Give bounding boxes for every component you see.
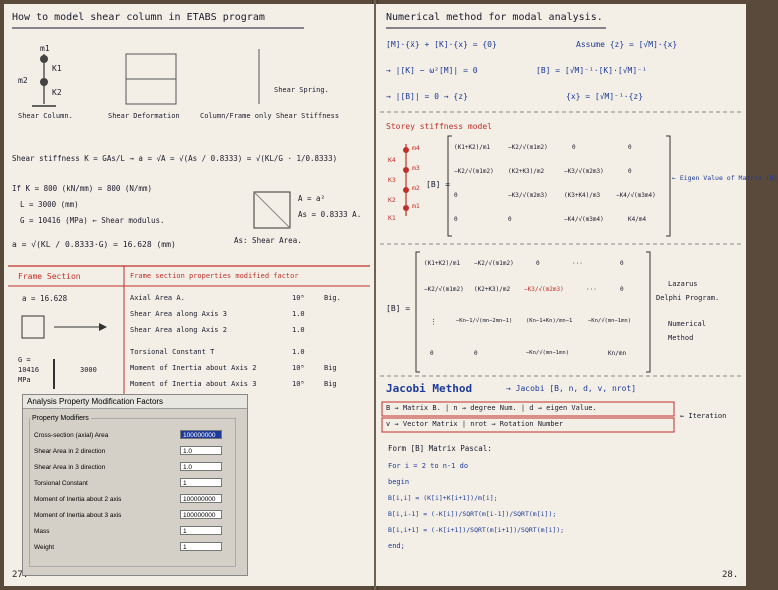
modifier-label: Cross-section (axial) Area <box>34 432 109 439</box>
mass-label: m1 <box>412 202 420 210</box>
table-row-val: 10⁸ <box>292 364 305 372</box>
label-k2: K2 <box>52 88 62 97</box>
param-line-2: v → Vector Matrix | nrot → Rotation Number <box>386 420 564 428</box>
matrix-cell: ··· <box>572 260 583 267</box>
table-row-prop: Moment of Inertia about Axis 3 <box>130 380 257 388</box>
table-row-prop: Shear Area along Axis 3 <box>130 310 227 318</box>
method-note: Lazarus <box>668 280 698 288</box>
caption-shear-deformation: Shear Deformation <box>108 112 180 120</box>
table-row-val: 1.0 <box>292 348 305 356</box>
matrix-b-label: [B] = <box>426 180 451 189</box>
table-row-note: Big. <box>324 294 341 302</box>
storey-model-title: Storey stiffness model <box>386 122 492 131</box>
matrix-cell: 0 <box>454 192 458 199</box>
matrix-cell: 0 <box>454 216 458 223</box>
eigen-value-note: ← Eigen Value of Matrix [B] <box>672 174 778 182</box>
spring-label: K1 <box>388 214 396 222</box>
g-note-1: G = <box>18 356 31 364</box>
matrix-cell: 0 <box>628 144 632 151</box>
code-line: For i = 2 to n-1 do <box>388 462 469 470</box>
table-row-val: 1.0 <box>292 326 305 334</box>
mass-m1-dot <box>40 55 48 63</box>
property-modifiers-group <box>29 415 236 567</box>
code-line: end; <box>388 542 405 550</box>
matrix-cell: 0 <box>430 350 434 357</box>
caption-shear-spring: Shear Spring. <box>274 86 329 94</box>
modifier-label: Mass <box>34 528 50 535</box>
modifier-input[interactable]: 100000000 <box>180 510 222 519</box>
table-row-prop: Moment of Inertia about Axis 2 <box>130 364 257 372</box>
matrix-cell: 0 <box>508 216 512 223</box>
given-g: G = 10416 (MPa) ← Shear modulus. <box>20 216 165 225</box>
table-row-val: 10⁸ <box>292 294 305 302</box>
label-m2: m2 <box>18 76 28 85</box>
given-k: If K = 800 (kN/mm) = 800 (N/mm) <box>12 184 152 193</box>
matrix-cell: (K1+K2)/m1 <box>454 144 491 151</box>
modifier-input[interactable]: 100000000 <box>180 494 222 503</box>
matrix-cell: 0 <box>620 286 624 293</box>
mass-label: m3 <box>412 164 420 172</box>
equation-of-motion: [M]·{ẍ} + [K]·{x} = {0} <box>386 40 497 49</box>
matrix-cell: −K2/√(m1m2) <box>508 144 548 151</box>
frame-section-header: Frame Section <box>18 272 81 281</box>
area-note-as: As = 0.8333 A. <box>298 210 362 219</box>
table-row-val: 1.0 <box>292 310 305 318</box>
matrix-cell: K4/m4 <box>628 216 647 223</box>
modifier-label: Moment of Inertia about 3 axis <box>34 512 122 519</box>
right-page-number: 28. <box>722 570 739 580</box>
matrix-cell: (K1+K2)/m1 <box>424 260 461 267</box>
matrix-cell: −K4/√(m3m4) <box>616 192 656 199</box>
matrix-cell: −K3/√(m2m3) <box>564 168 604 175</box>
modifier-input[interactable]: 1 <box>180 526 222 535</box>
right-page <box>376 4 778 586</box>
caption-column-frame: Column/Frame only Shear Stiffness <box>200 112 340 120</box>
assume-transform: Assume {z} = [√M]·{x} <box>576 40 678 49</box>
matrix-cell: −Kn−1/√(mn−2mn−1) <box>456 318 513 324</box>
modifier-input[interactable]: 1.0 <box>180 462 222 471</box>
matrix-cell: −Kn/√(mn−1mn) <box>526 350 570 356</box>
b-determinant: → |[B]| = 0 → {z} <box>386 92 468 101</box>
matrix-cell: ··· <box>586 286 597 293</box>
modifier-label: Shear Area in 2 direction <box>34 448 106 455</box>
left-page <box>4 4 374 586</box>
modifier-label: Moment of Inertia about 2 axis <box>34 496 122 503</box>
code-line: B[i,i+1] = (-K[i+1])/SQRT(m[i+1])/SQRT(m[i]); <box>388 526 565 534</box>
left-page-title: How to model shear column in ETABS program <box>12 12 265 23</box>
matrix-cell: ⋮ <box>430 318 437 326</box>
label-m1: m1 <box>40 44 50 53</box>
code-title: Form [B] Matrix Pascal: <box>388 444 492 453</box>
mass-m2-dot <box>40 78 48 86</box>
given-l: L = 3000 (mm) <box>20 200 79 209</box>
matrix-cell: 0 <box>474 350 478 357</box>
property-modifiers-dialog <box>22 394 248 576</box>
table-row-note: Big <box>324 364 337 372</box>
matrix-cell: 0 <box>628 168 632 175</box>
table-row-prop: Torsional Constant T <box>130 348 215 356</box>
matrix-cell: Kn/mn <box>608 350 627 357</box>
frame-section-square <box>22 316 44 338</box>
iteration-note: ← Iteration <box>680 412 727 420</box>
g-note-2: 10416 <box>18 366 40 374</box>
code-line: B[i,i-1] = (-K[i])/SQRT(m[i-1])/SQRT(m[i]); <box>388 510 557 518</box>
matrix-cell: −K4/√(m3m4) <box>564 216 604 223</box>
general-matrix-label: [B] = <box>386 304 411 313</box>
area-note-a: A = a² <box>298 194 326 203</box>
caption-shear-column: Shear Column. <box>18 112 73 120</box>
code-line: begin <box>388 478 410 486</box>
g-note-3: MPa <box>18 376 31 384</box>
matrix-cell: (Kn−1+Kn)/mn−1 <box>526 318 573 324</box>
modifier-input[interactable]: 1 <box>180 542 222 551</box>
matrix-cell: (K3+K4)/m3 <box>564 192 601 199</box>
matrix-cell: −K2/√(m1m2) <box>474 260 514 267</box>
group-label: Property Modifiers <box>32 415 89 422</box>
characteristic-equation: → |[K] − ω²[M]| = 0 <box>386 66 478 75</box>
param-line-1: B → Matrix B. | n → degree Num. | d → eigen Value. <box>386 404 597 412</box>
modifier-input[interactable]: 1 <box>180 478 222 487</box>
table-row-prop: Shear Area along Axis 2 <box>130 326 227 334</box>
matrix-cell: −K2/√(m1m2) <box>424 286 464 293</box>
right-page-title: Numerical method for modal analysis. <box>386 12 603 23</box>
matrix-cell: 0 <box>572 144 576 151</box>
modifier-label: Torsional Constant <box>34 480 88 487</box>
spring-label: K2 <box>388 196 396 204</box>
matrix-cell: −K3/√(m2m3) <box>508 192 548 199</box>
matrix-cell: 0 <box>620 260 624 267</box>
dialog-title: Analysis Property Modification Factors <box>23 395 247 409</box>
jacobi-title: Jacobi Method <box>386 382 473 395</box>
matrix-cell: 0 <box>536 260 540 267</box>
method-note: Method <box>668 334 694 342</box>
x-recovery: {x} = [√M]⁻¹·{z} <box>566 92 644 101</box>
modifier-input[interactable]: 100000000 <box>180 430 222 439</box>
code-line: B[i,i] = (K[i]+K[i+1])/m[i]; <box>388 494 498 502</box>
stiffness-formula: Shear stiffness K = GAs/L → a = √A = √(As / 0.8333) = √(KL/G · 1/0.8333) <box>12 154 338 163</box>
column-height: 3000 <box>80 366 97 374</box>
table-row-prop: Axial Area A. <box>130 294 185 302</box>
matrix-cell: −K3/√(m2m3) <box>524 286 564 293</box>
section-dimension: a = 16.628 <box>22 294 68 303</box>
modifier-label: Shear Area in 3 direction <box>34 464 106 471</box>
modifier-header: Frame section properties modified factor <box>130 272 299 280</box>
modifier-input[interactable]: 1.0 <box>180 446 222 455</box>
table-row-note: Big <box>324 380 337 388</box>
left-page-number: 27. <box>12 570 29 580</box>
matrix-cell: (K2+K3)/m2 <box>508 168 545 175</box>
label-k1: K1 <box>52 64 62 73</box>
spring-label: K4 <box>388 156 396 164</box>
area-note-shear: As: Shear Area. <box>234 236 302 245</box>
method-note: Delphi Program. <box>656 294 720 302</box>
table-row-val: 10⁸ <box>292 380 305 388</box>
spring-label: K3 <box>388 176 396 184</box>
matrix-b-definition: [B] = [√M]⁻¹·[K]·[√M]⁻¹ <box>536 66 647 75</box>
method-note: Numerical <box>668 320 706 328</box>
matrix-cell: −K2/√(m1m2) <box>454 168 494 175</box>
result-a: a = √(KL / 0.8333·G) = 16.628 (mm) <box>12 240 176 249</box>
mass-label: m4 <box>412 144 420 152</box>
matrix-cell: −Kn/√(mn−1mn) <box>588 318 632 324</box>
matrix-cell: (K2+K3)/m2 <box>474 286 511 293</box>
modifier-label: Weight <box>34 544 55 551</box>
mass-label: m2 <box>412 184 420 192</box>
jacobi-call: → Jacobi [B, n, d, v, nrot] <box>506 384 637 393</box>
